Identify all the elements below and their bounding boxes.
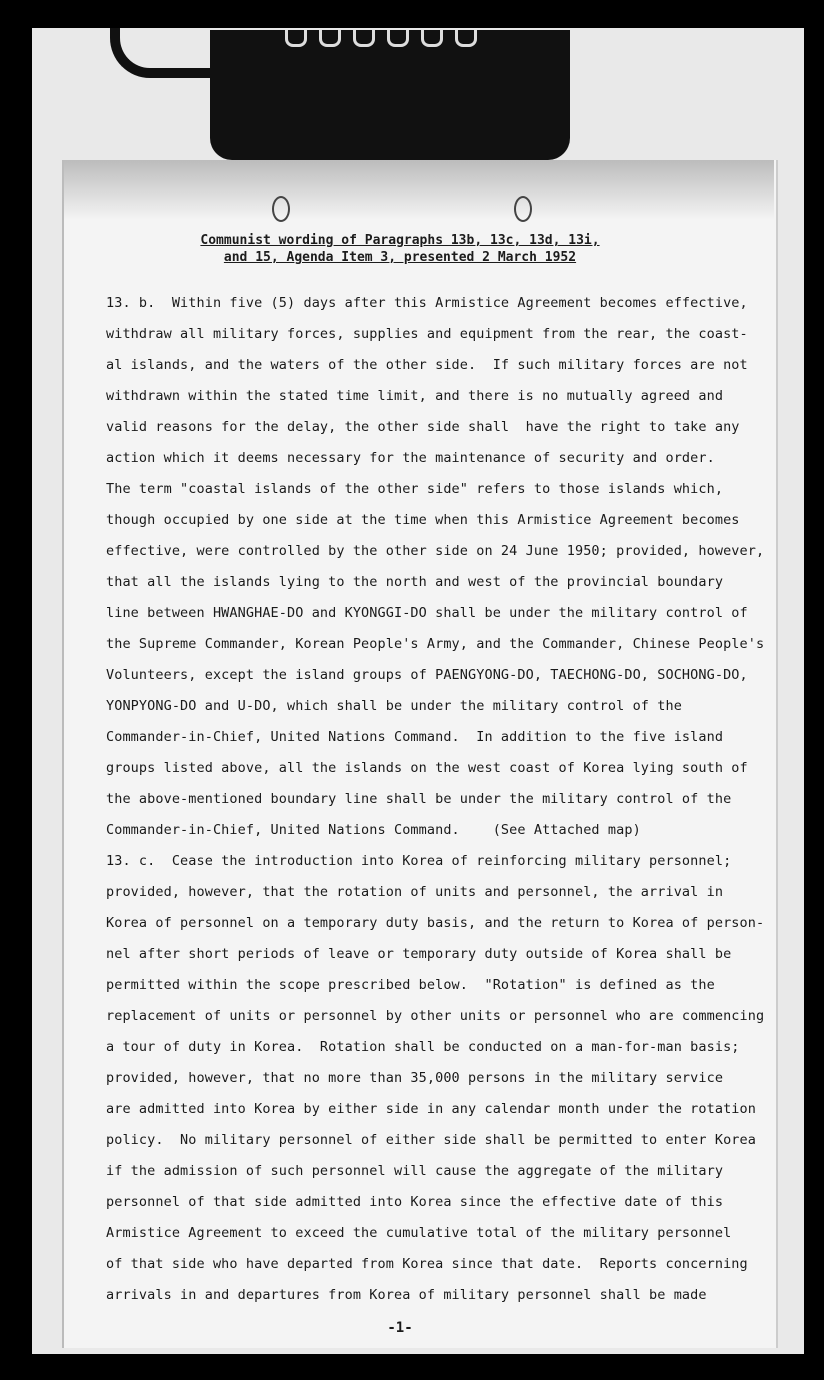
document-title xyxy=(150,232,650,266)
body-line: that all the islands lying to the north and west of the provincial boundary xyxy=(106,574,724,590)
body-line: line between HWANGHAE-DO and KYONGGI-DO shall be under the military control of xyxy=(106,605,748,621)
body-line: withdraw all military forces, supplies and equipment from the rear, the coast- xyxy=(106,326,748,342)
punch-hole-right xyxy=(514,196,532,222)
body-line: the above-mentioned boundary line shall be under the military control of the xyxy=(106,791,732,807)
punch-hole-left xyxy=(272,196,290,222)
body-line: policy. No military personnel of either side shall be permitted to enter Korea xyxy=(106,1132,756,1148)
body-line: of that side who have departed from Korea since that date. Reports concerning xyxy=(106,1256,748,1272)
body-line: replacement of units or personnel by other units or personnel who are commencing xyxy=(106,1008,765,1024)
body-line: effective, were controlled by the other side on 24 June 1950; provided, however, xyxy=(106,543,765,559)
body-line: YONPYONG-DO and U-DO, which shall be under the military control of the xyxy=(106,698,682,714)
body-line: 13. c. Cease the introduction into Korea of reinforcing military personnel; xyxy=(106,853,732,869)
body-line: groups listed above, all the islands on the west coast of Korea lying south of xyxy=(106,760,748,776)
body-line: Commander-in-Chief, United Nations Command. (See Attached map) xyxy=(106,822,641,838)
body-line: Commander-in-Chief, United Nations Command. In addition to the five island xyxy=(106,729,724,745)
body-line: a tour of duty in Korea. Rotation shall be conducted on a man-for-man basis; xyxy=(106,1039,740,1055)
body-line: Korea of personnel on a temporary duty basis, and the return to Korea of person- xyxy=(106,915,765,931)
binder-clip-rivets xyxy=(285,30,489,50)
document-body xyxy=(106,288,765,1311)
body-line: provided, however, that the rotation of units and personnel, the arrival in xyxy=(106,884,724,900)
body-line: though occupied by one side at the time when this Armistice Agreement becomes xyxy=(106,512,740,528)
body-line: arrivals in and departures from Korea of military personnel shall be made xyxy=(106,1287,707,1303)
clip-shadow xyxy=(62,160,774,220)
body-line: action which it deems necessary for the maintenance of security and order. xyxy=(106,450,715,466)
body-line: provided, however, that no more than 35,000 persons in the military service xyxy=(106,1070,724,1086)
body-line: withdrawn within the stated time limit, and there is no mutually agreed and xyxy=(106,388,724,404)
body-line: al islands, and the waters of the other side. If such military forces are not xyxy=(106,357,748,373)
body-line: valid reasons for the delay, the other side shall have the right to take any xyxy=(106,419,740,435)
body-line: the Supreme Commander, Korean People's Army, and the Commander, Chinese People's xyxy=(106,636,765,652)
body-line: permitted within the scope prescribed below. "Rotation" is defined as the xyxy=(106,977,715,993)
body-line: Armistice Agreement to exceed the cumulative total of the military personnel xyxy=(106,1225,732,1241)
body-line: The term "coastal islands of the other side" refers to those islands which, xyxy=(106,481,724,497)
body-line: if the admission of such personnel will cause the aggregate of the military xyxy=(106,1163,724,1179)
page-number: -1- xyxy=(387,1320,413,1336)
body-line: 13. b. Within five (5) days after this Armistice Agreement becomes effective, xyxy=(106,295,748,311)
body-line: personnel of that side admitted into Korea since the effective date of this xyxy=(106,1194,724,1210)
title-line-1: Communist wording of Paragraphs 13b, 13c, 13d, 13i, xyxy=(200,233,600,248)
body-line: Volunteers, except the island groups of PAENGYONG-DO, TAECHONG-DO, SOCHONG-DO, xyxy=(106,667,748,683)
body-line: are admitted into Korea by either side in any calendar month under the rotation xyxy=(106,1101,756,1117)
body-line: nel after short periods of leave or temporary duty outside of Korea shall be xyxy=(106,946,732,962)
title-line-2: and 15, Agenda Item 3, presented 2 March 1952 xyxy=(223,250,577,265)
